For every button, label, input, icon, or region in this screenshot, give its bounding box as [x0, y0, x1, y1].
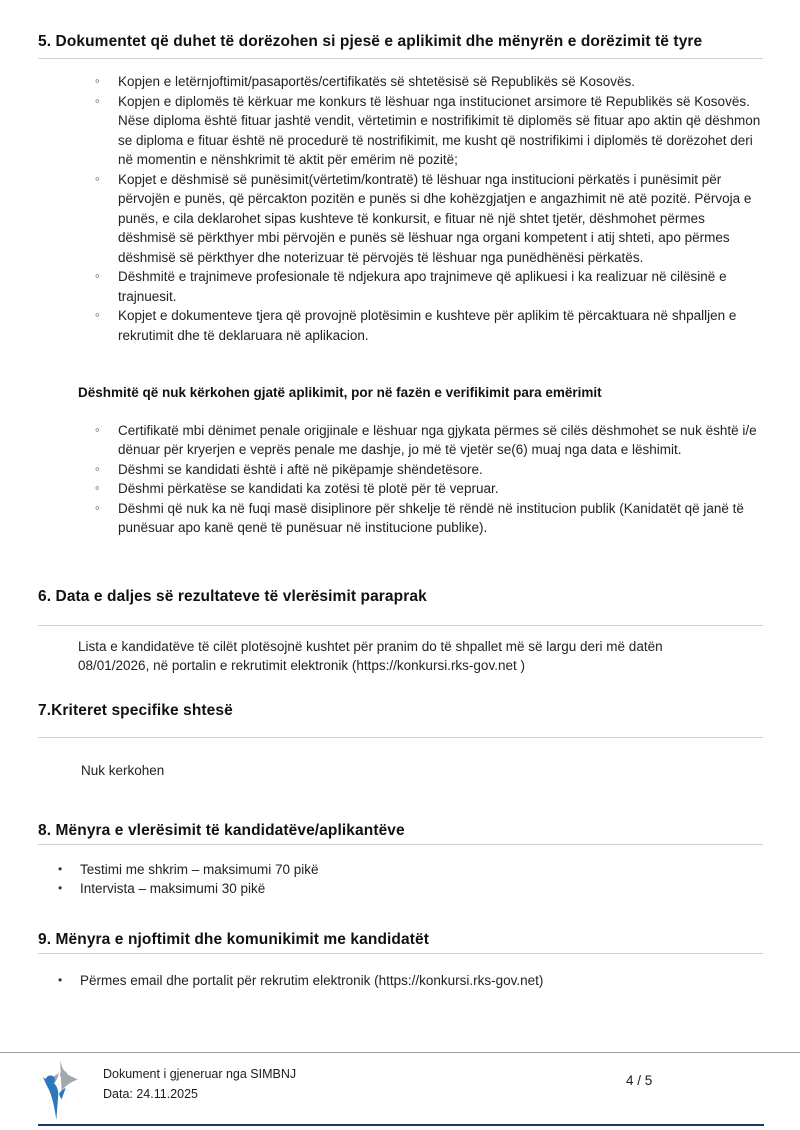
bullet-item: ◦ Dëshmi se kandidati është i aftë në pikëpamje shëndetësore. [118, 460, 763, 480]
bullet-item: ◦ Kopjet e dëshmisë së punësimit(vërtetim/kontratë) të lëshuar nga institucioni përkatës i punësimit për përvojën e punës, që përcakton pozitën e punës si dhe kohëzgjatjen e angazhimit në atë pozitë. Përvoja e punës, e cila deklarohet sipas kushteve të konkursit, e fituar në një shtet tjetër, dëshmohet përmes dëshmisë së përkthyer mbi përvojën e punës së lëshuar nga organi kompetent i atij shteti, apo përmes dëshmisë së përkthyer dhe noterizuar të përvojës të lëshuar nga punëdhënësi përkatës. [118, 170, 763, 268]
bullet-item: ◦ Kopjen e letërnjoftimit/pasaportës/certifikatës së shtetësisë së Republikës së Kosovës. [118, 72, 763, 92]
bullet-item: ◦ Dëshmi përkatëse se kandidati ka zotësi të plotë për të vepruar. [118, 479, 763, 499]
footer-generated-by: Dokument i gjeneruar nga SIMBNJ [103, 1067, 297, 1081]
page-bottom-border [38, 1124, 764, 1126]
bullet-item: • Intervista – maksimumi 30 pikë [80, 879, 763, 898]
bullet-item: • Përmes email dhe portalit për rekrutim elektronik (https://konkursi.rks-gov.net) [80, 971, 763, 990]
page-footer [0, 1052, 800, 1130]
section-7-rule [38, 737, 763, 738]
section-7-paragraph: Nuk kerkohen [81, 762, 165, 778]
section-6-paragraph: Lista e kandidatëve të cilët plotësojnë kushtet për pranim do të shpallet më së largu deri më datën 08/01/2026, në portalin e rekrutimit elektronik (https://konkursi.rks-gov.net ) [78, 638, 663, 673]
section-5-verification-list [38, 421, 763, 538]
simbnj-logo-icon [39, 1058, 79, 1122]
section-8-heading: 8. Mënyra e vlerësimit të kandidatëve/aplikantëve [38, 822, 405, 839]
bullet-item: ◦ Certifikatë mbi dënimet penale origjinale e lëshuar nga gjykata përmes së cilës dëshmohet se nuk është i/e dënuar për kryerjen e veprës penale me dashje, jo më të vjetër se(6) muaj nga data e lëshimit. [118, 421, 763, 460]
section-9 [38, 928, 763, 990]
page-number: 4 / 5 [626, 1073, 653, 1088]
bullet-item: ◦ Kopjen e diplomës të kërkuar me konkurs të lëshuar nga institucionet arsimore të Republikës së Kosovës. Nëse diploma është fituar jashtë vendit, vërtetimin e nostrifikimit të diplomës së fituar apo aktin që dëshmon se diploma e fituar është në procedurë të nostrifikimit, me kusht që nostrifikimi i diplomës të dorëzohet deri në momentin e nënshkrimit të aktit për emërim në pozitë; [118, 92, 763, 170]
bullet-item: ◦ Dëshmi që nuk ka në fuqi masë disiplinore për shkelje të rëndë në institucion publik (Kanidatët që janë të punësuar apo kanë qenë të punësuar në institucione publike). [118, 499, 763, 538]
section-5-rule [38, 58, 763, 59]
section-9-heading: 9. Mënyra e njoftimit dhe komunikimit me kandidatët [38, 931, 429, 948]
section-7 [38, 699, 763, 781]
section-5-bullet-list [38, 72, 763, 345]
section-5 [38, 30, 763, 538]
section-7-heading: 7.Kriteret specifike shtesë [38, 701, 233, 719]
section-6-heading: 6. Data e daljes së rezultateve të vlerësimit paraprak [38, 587, 427, 605]
section-8 [38, 819, 763, 898]
bullet-item: • Testimi me shkrim – maksimumi 70 pikë [80, 860, 763, 879]
section-9-bullet-list [38, 971, 763, 990]
section-5-subheading: Dëshmitë që nuk kërkohen gjatë aplikimit, por në fazën e verifikimit para emërimit [78, 385, 602, 400]
bullet-item: ◦ Kopjet e dokumenteve tjera që provojnë plotësimin e kushteve për aplikim të përcaktuara në shpalljen e rekrutimit dhe të deklaruara në aplikacion. [118, 306, 763, 345]
section-8-bullet-list [38, 860, 763, 898]
bullet-item: ◦ Dëshmitë e trajnimeve profesionale të ndjekura apo trajnimeve që aplikuesi i ka realizuar në cilësinë e trajnuesit. [118, 267, 763, 306]
section-8-rule [38, 844, 763, 845]
section-6-rule [38, 625, 763, 626]
section-9-rule [38, 953, 763, 954]
section-5-heading: 5. Dokumentet që duhet të dorëzohen si pjesë e aplikimit dhe mënyrën e dorëzimit të tyre [38, 33, 703, 50]
footer-text-block [103, 1064, 296, 1104]
section-6 [38, 585, 763, 676]
footer-date: Data: 24.11.2025 [103, 1087, 198, 1101]
